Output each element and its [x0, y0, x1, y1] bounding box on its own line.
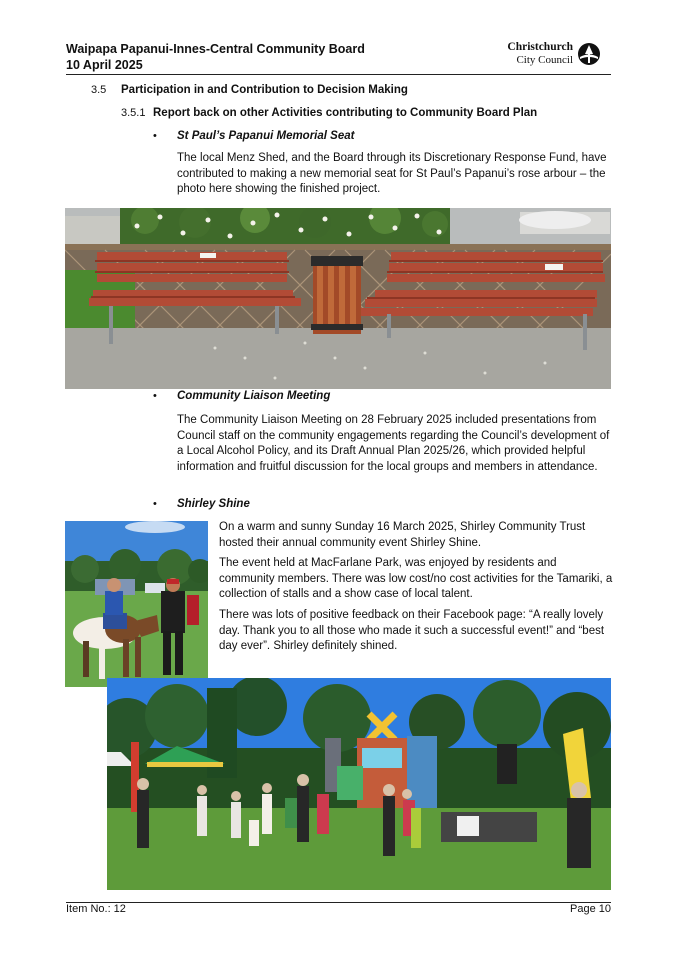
document-header [66, 41, 365, 73]
logo-line2: City Council [516, 54, 573, 66]
meeting-date: 10 April 2025 [66, 58, 143, 72]
cathedral-emblem-icon [577, 42, 601, 66]
photo-pony-ride [65, 521, 208, 687]
council-logo [499, 41, 611, 69]
photo-memorial-seats [65, 208, 611, 389]
item-body-shirley-shine [219, 520, 613, 655]
footer-page-number: Page 10 [570, 903, 611, 915]
item-body-memorial-seat [177, 151, 613, 198]
paragraph: The event held at MacFarlane Park, was enjoyed by residents and community members. There was low cost/no cost activities for the Tamariki, a collection of stalls and a show case of local talent. [219, 557, 613, 601]
footer-rule [66, 902, 611, 903]
item-body-community-liaison [177, 413, 613, 475]
bullet-icon: • [153, 390, 157, 402]
photo-shirley-shine-event [107, 678, 611, 890]
footer-item-number: Item No.: 12 [66, 903, 126, 915]
item-title-community-liaison: Community Liaison Meeting [177, 390, 331, 402]
board-name: Waipapa Papanui-Innes-Central Community Board [66, 42, 365, 56]
item-title-shirley-shine: Shirley Shine [177, 498, 250, 510]
bullet-icon: • [153, 498, 157, 510]
subsection-number: 3.5.1 [121, 107, 146, 119]
paragraph: The local Menz Shed, and the Board through its Discretionary Response Fund, have contributed to making a new memorial seat for St Paul’s Papanui’s rose arbour – the photo here showing the finished project. [177, 152, 607, 196]
paragraph: On a warm and sunny Sunday 16 March 2025, Shirley Community Trust hosted their annual community event Shirley Shine. [219, 521, 586, 549]
item-title-memorial-seat: St Paul’s Papanui Memorial Seat [177, 130, 355, 142]
section-title: Participation in and Contribution to Decision Making [121, 84, 408, 96]
paragraph: The Community Liaison Meeting on 28 February 2025 included presentations from Council staff on the community engagements regarding the Council’s development of a Local Alcohol Policy, and its Draft Annual Plan 2025/26, which provided helpful information and fruitful discussion for the local groups and members in attendance. [177, 414, 610, 473]
bullet-icon: • [153, 130, 157, 142]
logo-line1: Christchurch [507, 41, 573, 53]
paragraph: There was lots of positive feedback on their Facebook page: “A really lovely day. Thank you to all those who made it such a successful event!” and “best day ever”. Shirley definitely shined. [219, 608, 605, 653]
section-number: 3.5 [91, 84, 107, 96]
subsection-title: Report back on other Activities contributing to Community Board Plan [153, 107, 538, 119]
header-rule [66, 74, 611, 75]
